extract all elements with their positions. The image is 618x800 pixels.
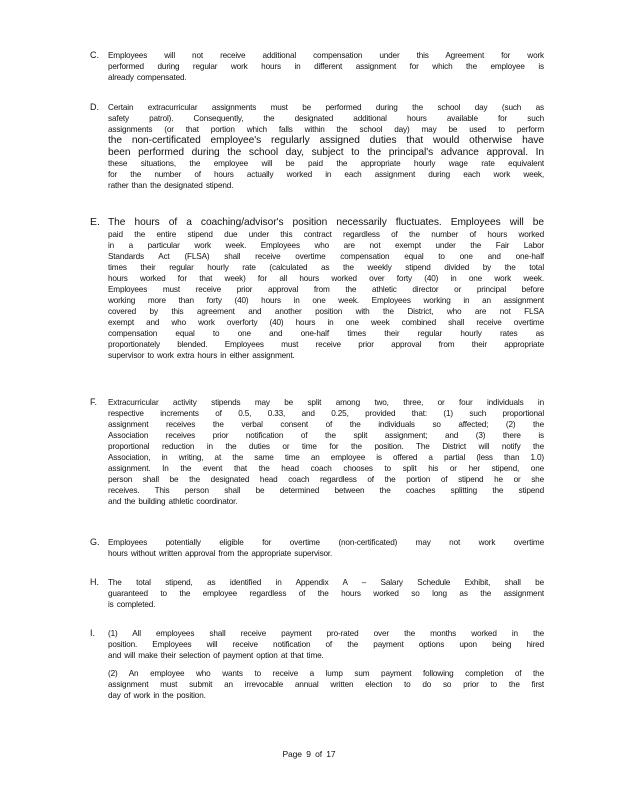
text-line: performed during regular work hours in different assignment for which the employee is [108,62,544,71]
text-line: in a particular work week. Employees who are not exempt under the Fair Labor [108,240,544,250]
text-line: hours without written approval from the appropriate supervisor. [108,549,333,558]
text-line: assignment. In the event that the head coach chooses to split his or her stipend, one [108,464,544,473]
section-label: D. [90,102,99,112]
section-label: G. [90,537,100,547]
section-body [108,397,544,507]
section-body [108,577,544,610]
text-line: Employees will not receive additional compensation under this Agreement for work [108,51,544,60]
text-line: person shall be the designated head coach regardless of the portion of stipend he or she [108,475,544,484]
text-line: times their regular hourly rate (calculated as the weekly stipend divided by the total [108,262,544,272]
section-body [108,50,544,83]
section-label: E. [90,216,100,228]
text-line: already compensated. [108,73,187,82]
page-number: Page 9 of 17 [282,749,336,759]
section-c [92,50,544,83]
text-line: proportional reduction in the duties or time for the position. The District will notify the [108,442,544,451]
text-line: position. Employees will receive notification of the payment options upon being hired [108,640,544,649]
text-line: paid the entire stipend due under this contract regardless of the number of hours worked [108,229,544,239]
text-line: assignment must submit an irrevocable annual written election to do so prior to the first [108,680,544,689]
section-body [108,102,544,191]
text-line: day of work in the position. [108,691,206,700]
section-body [108,537,544,559]
text-line: assignments (or that portion which falls within the school day) may be used to perform [108,125,544,134]
section-i [92,628,544,701]
text-line: been performed during the school day, subject to the principal's advance approval. In [108,146,544,158]
section-label: I. [90,628,96,638]
text-line: and will make their selection of payment option at that time. [108,651,324,660]
text-line: Extracurricular activity stipends may be split among two, three, or four individuals in [108,398,544,407]
text-line: Certain extracurricular assignments must be performed during the school day (such as [108,103,544,112]
text-line: Employees potentially eligible for overtime (non-certificated) may not work overtime [108,538,544,547]
text-line: proportionately blended. Employees must receive prior approval from their appropriate [108,339,544,349]
text-line: Employees must receive prior approval from the athletic director or principal before [108,284,544,294]
section-body [108,628,544,701]
text-line: the non-certificated employee's regularly assigned duties that would otherwise have [108,135,544,146]
text-line: for the number of hours actually worked in each assignment during each work week, [108,170,544,179]
section-f [92,397,544,507]
section-d [92,102,544,191]
text-line: Association receives prior notification of the split assignment; and (3) there is [108,431,544,440]
text-line: compensation equal to one and one-half times their regular hourly rates as [108,328,544,338]
text-line: Association, in writing, at the same time an employee is offered a partial (less than 1.0) [108,453,544,462]
text-line: rather than the designated stipend. [108,181,234,190]
text-line: receives. This person shall be determined between the coaches splitting the stipend [108,486,544,495]
text-line: covered by this agreement and another position with the District, who are not FLSA [108,306,544,316]
text-line: safety patrol). Consequently, the designated additional hours available for such [108,114,544,123]
text-line: The hours of a coaching/advisor's position necessarily fluctuates. Employees will be [108,217,544,228]
text-line: assignment receives the verbal consent of the individuals so affected; (2) the [108,420,544,429]
text-line: working more than forty (40) hours in one week. Employees working in an assignment [108,295,544,305]
text-line: (2) An employee who wants to receive a lump sum payment following completion of the [108,669,544,678]
section-label: C. [90,50,99,60]
section-e [92,217,544,361]
text-line: guaranteed to the employee regardless of the hours worked so long as the assignment [108,589,544,598]
text-line: is completed. [108,600,156,609]
text-line: and the building athletic coordinator. [108,497,238,506]
section-g [92,537,544,559]
text-line: hours worked for that week) for all hours worked over forty (40) in one work week. [108,273,544,283]
section-h [92,577,544,610]
section-label: H. [90,577,99,587]
text-line: Standards Act (FLSA) shall receive overtime compensation equal to one and one-half [108,251,544,261]
section-body [108,217,544,361]
section-label: F. [90,397,98,407]
text-line: (1) All employees shall receive payment pro-rated over the months worked in the [108,629,544,638]
text-line: exempt and who work overforty (40) hours in one week combined shall receive overtime [108,317,544,327]
text-line: these situations, the employee will be paid the appropriate hourly wage rate equivalent [108,159,544,168]
text-line: The total stipend, as identified in Appendix A – Salary Schedule Exhibit, shall be [108,578,544,587]
text-line: supervisor to work extra hours in either assignment. [108,350,295,360]
text-line: respective increments of 0.5, 0.33, and 0.25, provided that: (1) such proportional [108,409,544,418]
